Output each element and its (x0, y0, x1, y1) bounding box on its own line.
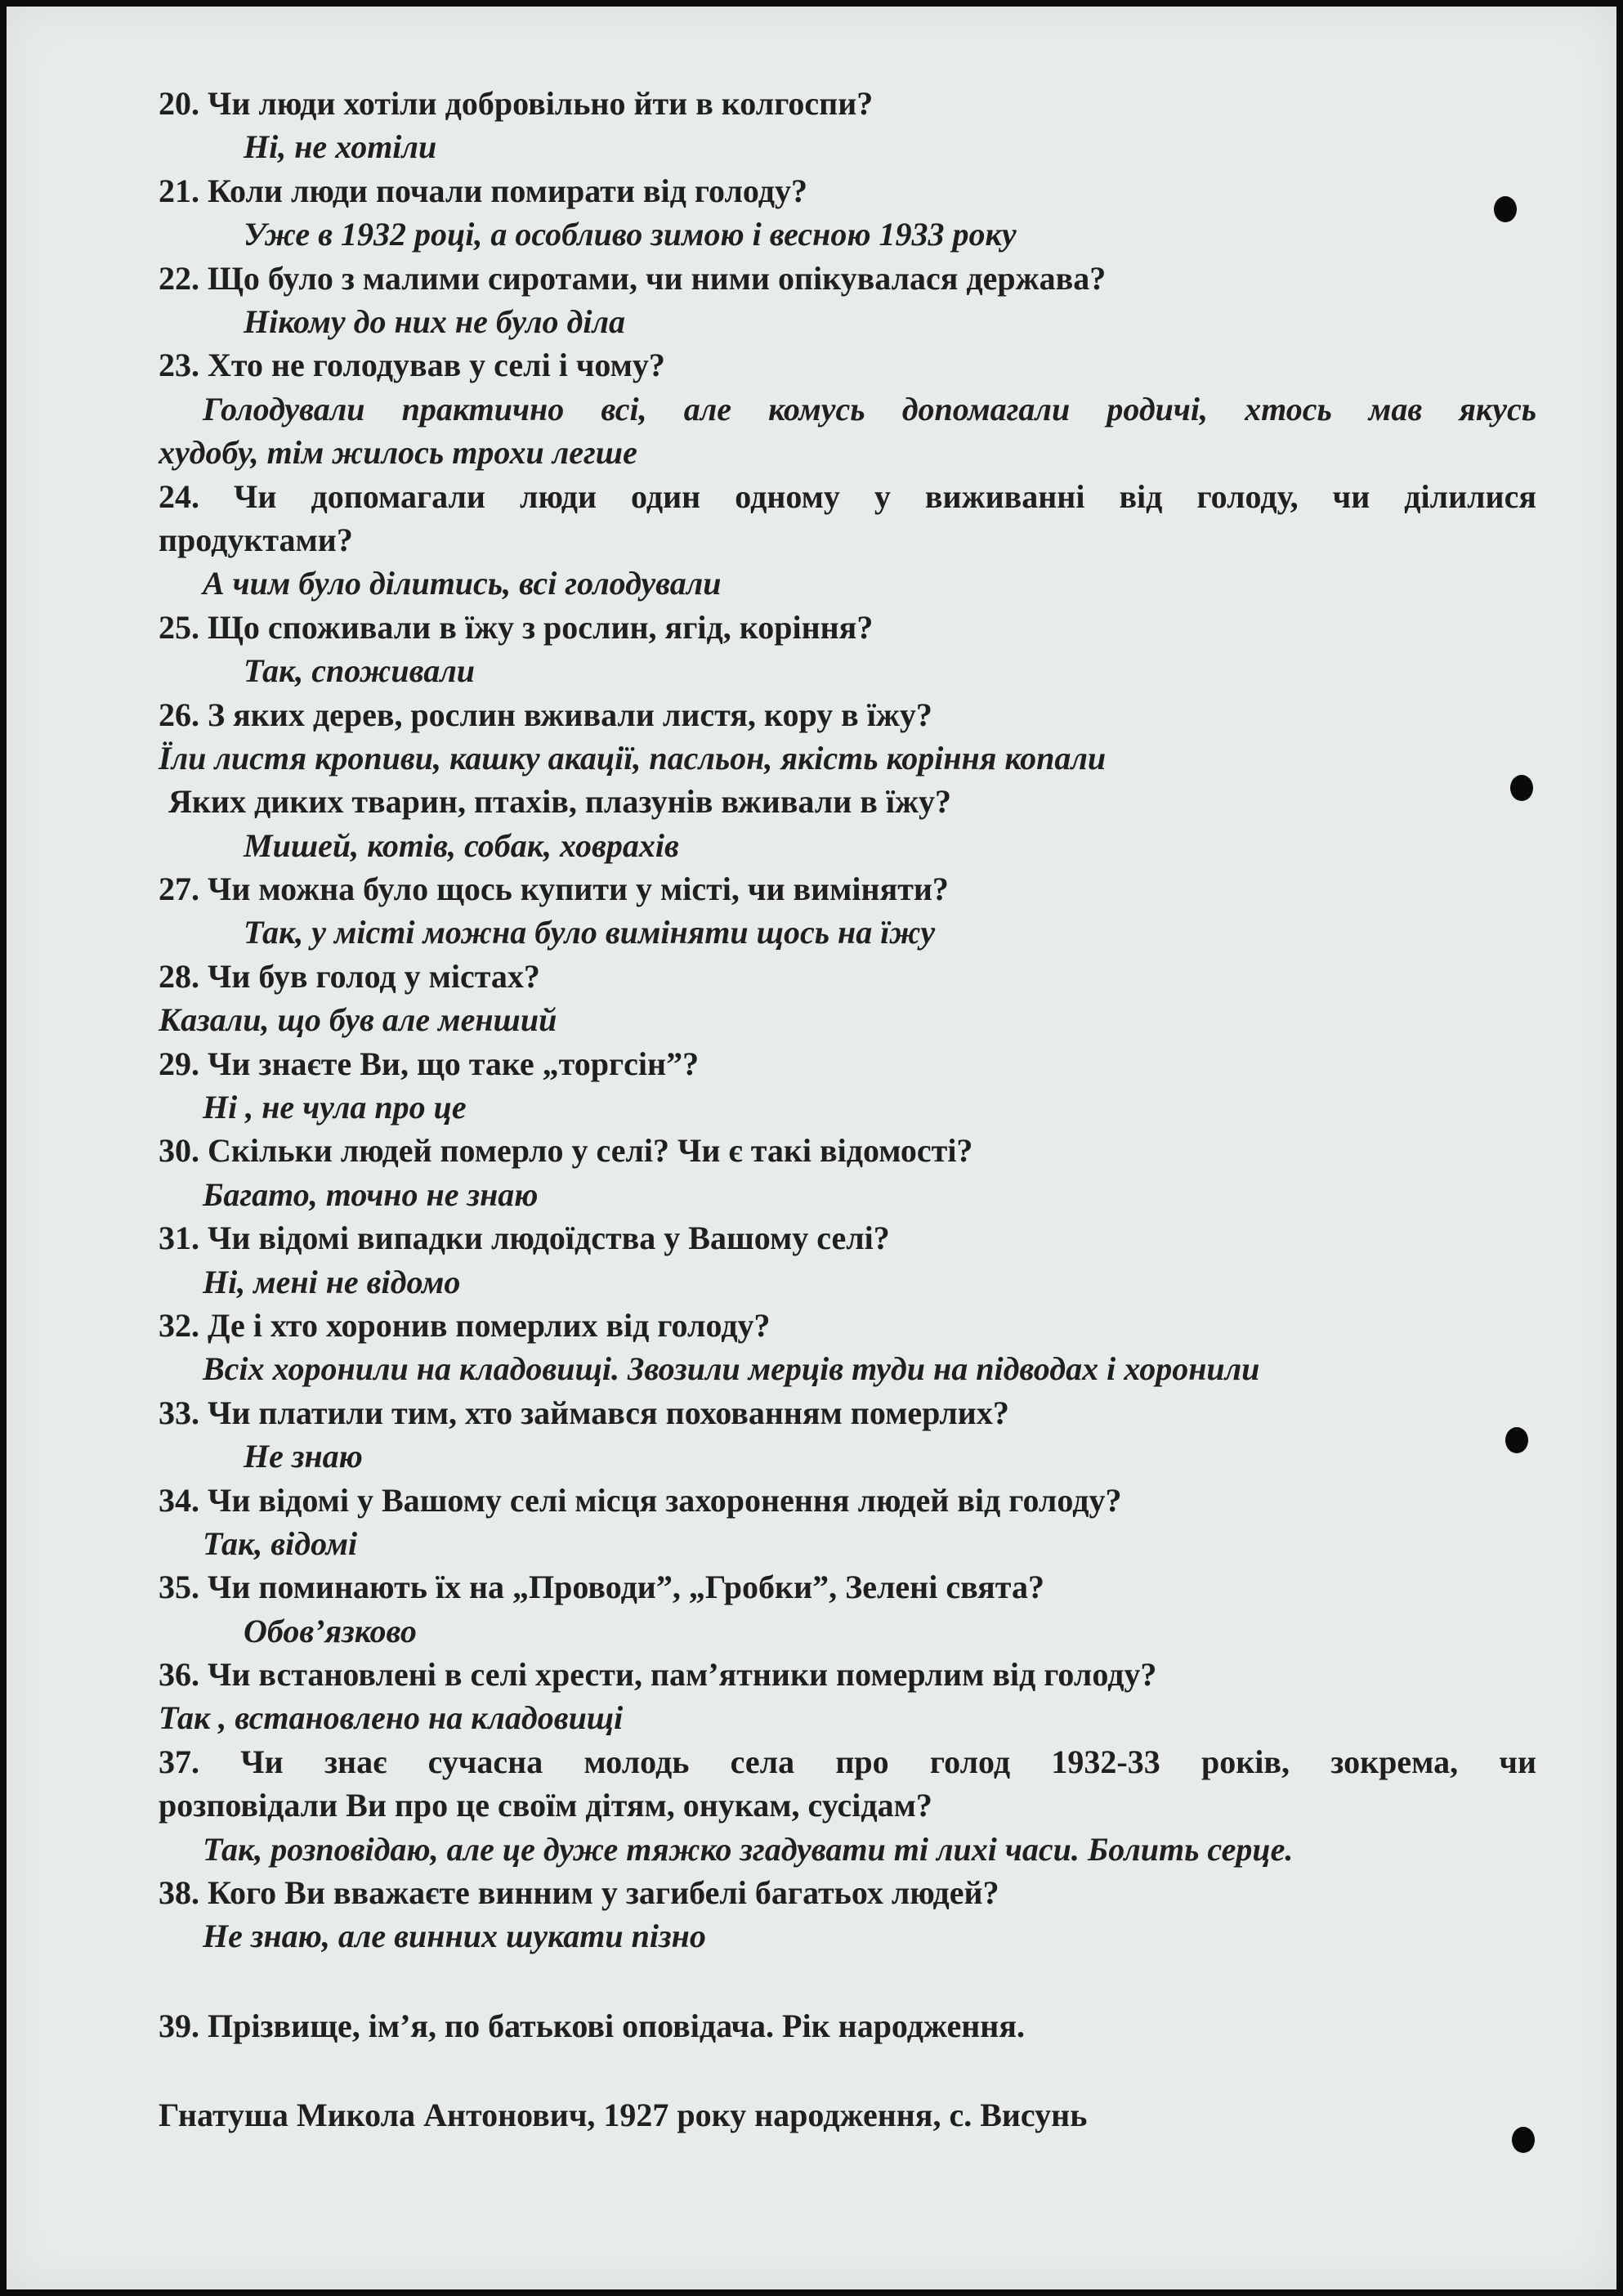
answer-line: Так, споживали (244, 652, 475, 690)
question-line: 27. Чи можна було щось купити у місті, чи виміняти? (159, 871, 949, 908)
answer-line: Так, розповідаю, але це дуже тяжко згадувати ті лихі часи. Болить серце. (203, 1830, 1294, 1868)
question-line: Яких диких тварин, птахів, плазунів вживали в їжу? (168, 783, 951, 821)
question-line: 31. Чи відомі випадки людоїдства у Вашому селі? (159, 1220, 890, 1257)
answer-line: Ні, не хотіли (244, 128, 437, 166)
question-line: 36. Чи встановлені в селі хрести, пам’ятники померлим від голоду? (159, 1656, 1157, 1694)
question-line: 35. Чи поминають їх на „Проводи”, „Гробки”, Зелені свята? (159, 1569, 1044, 1606)
answer-line: Багато, точно не знаю (203, 1175, 539, 1213)
answer-line: А чим було ділитись, всі голодували (203, 565, 722, 602)
question-line: 37. Чи знає сучасна молодь села про голод 1932-33 років, зокрема, чи (159, 1743, 1536, 1780)
answer-line: худобу, тім жилось трохи легше (159, 434, 637, 472)
answer-line: Всіх хоронили на кладовищі. Звозили мерців туди на підводах і хоронили (203, 1350, 1260, 1388)
question-line: 29. Чи знаєте Ви, що таке „торгсін”? (159, 1045, 700, 1082)
answer-line: Так , встановлено на кладовищі (159, 1699, 624, 1737)
answer-line: Їли листя кропиви, кашку акації, пасльон, якість коріння копали (159, 739, 1107, 777)
answer-line: Так, відомі (203, 1524, 358, 1562)
spacer (159, 2048, 1536, 2093)
questionnaire-body (159, 82, 1536, 2137)
answer-line: Ні, мені не відомо (203, 1263, 461, 1300)
question-line: 25. Що споживали в їжу з рослин, ягід, коріння? (159, 608, 874, 646)
question-line: 34. Чи відомі у Вашому селі місця захоронення людей від голоду? (159, 1481, 1122, 1519)
answer-line: Голодували практично всі, але комусь допомагали родичі, хтось мав якусь (203, 390, 1536, 427)
question-line: 33. Чи платили тим, хто займався похованням померлих? (159, 1394, 1009, 1431)
answer-line: Не знаю (244, 1438, 363, 1475)
question-line: 30. Скільки людей померло у селі? Чи є такі відомості? (159, 1132, 973, 1170)
question-line: розповідали Ви про це своїм дітям, онукам, сусідам? (159, 1787, 932, 1824)
question-line: 21. Коли люди почали помирати від голоду? (159, 172, 807, 209)
punch-hole (1512, 2127, 1535, 2153)
spacer (159, 1958, 1536, 2004)
document-page (7, 7, 1616, 2289)
answer-line: Уже в 1932 році, а особливо зимою і весною 1933 року (244, 216, 1017, 253)
question-line: 38. Кого Ви вважаєте винним у загибелі багатьох людей? (159, 1874, 999, 1912)
answer-line: Казали, що був але менший (159, 1001, 557, 1039)
question-line: 22. Що було з малими сиротами, чи ними опікувалася держава? (159, 259, 1107, 297)
answer-line: Обов’язково (244, 1612, 417, 1649)
question-line: 20. Чи люди хотіли добровільно йти в колгоспи? (159, 85, 874, 122)
question-line: продуктами? (159, 521, 353, 558)
punch-hole (1494, 196, 1517, 222)
question-line: 23. Хто не голодував у селі і чому? (159, 347, 665, 384)
question-line: 26. З яких дерев, рослин вживали листя, кору в їжу? (159, 696, 932, 733)
question-line: 32. Де і хто хоронив померлих від голоду? (159, 1306, 771, 1344)
punch-hole (1505, 1427, 1528, 1453)
question-line: 24. Чи допомагали люди один одному у виживанні від голоду, чи ділилися (159, 477, 1536, 515)
answer-line: Мишей, котів, собак, ховрахів (244, 826, 679, 864)
answer-line: Ні , не чула про це (203, 1089, 467, 1126)
question-line: 28. Чи був голод у містах? (159, 957, 540, 995)
question-line: Гнатуша Микола Антонович, 1927 року народження, с. Висунь (159, 2097, 1088, 2134)
answer-line: Нікому до них не було діла (244, 302, 625, 340)
punch-hole (1510, 775, 1533, 801)
answer-line: Не знаю, але винних шукати пізно (203, 1918, 706, 1955)
answer-line: Так, у місті можна було виміняти щось на їжу (244, 914, 936, 951)
question-line: 39. Прізвище, ім’я, по батькові оповідача. Рік народження. (159, 2007, 1025, 2044)
